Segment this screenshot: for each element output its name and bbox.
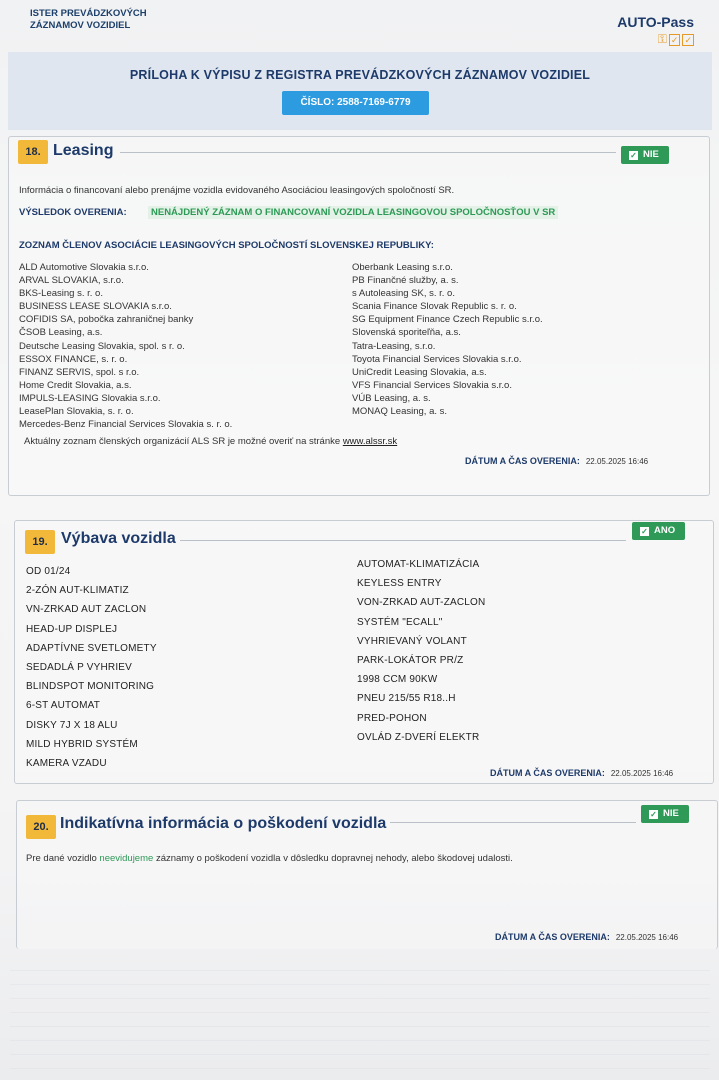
damage-text-highlight: neevidujeme (99, 853, 154, 864)
member-item: UniCredit Leasing Slovakia, a.s. (352, 366, 487, 378)
member-item: Tatra-Leasing, s.r.o. (352, 340, 436, 352)
brand-name: AUTO-Pass (617, 14, 694, 30)
result-value: NENÁJDENÝ ZÁZNAM O FINANCOVANÍ VOZIDLA LEASINGOVOU SPOLOČNOSŤOU V SR (148, 206, 558, 219)
equipment-item: DISKY 7J X 18 ALU (26, 719, 118, 731)
date-value: 22.05.2025 16:46 (615, 933, 679, 942)
check-icon: ✓ (641, 527, 648, 536)
member-item: ARVAL SLOVAKIA, s.r.o. (19, 275, 124, 287)
status-badge (621, 146, 669, 164)
equipment-list-right (357, 555, 485, 747)
equipment-item: MILD HYBRID SYSTÉM (26, 738, 138, 750)
equipment-item: PRED-POHON (357, 712, 427, 724)
status-badge (641, 805, 689, 823)
section-divider (390, 822, 636, 823)
badge-label: NIE (643, 149, 659, 160)
members-note (24, 436, 397, 447)
member-item: VÚB Leasing, a. s. (352, 392, 431, 404)
equipment-item: HEAD-UP DISPLEJ (26, 623, 118, 635)
report-banner (8, 52, 712, 130)
section-title: Výbava vozidla (61, 530, 176, 547)
equipment-list-left (26, 562, 157, 773)
status-badge (632, 522, 685, 540)
equipment-item: PARK-LOKÁTOR PR/Z (357, 654, 464, 666)
banner-title: PRÍLOHA K VÝPISU Z REGISTRA PREVÁDZKOVÝCH ZÁZNAMOV VOZIDIEL (129, 68, 591, 82)
checkbox-icon: ✓ (670, 35, 679, 45)
equipment-item: ADAPTÍVNE SVETLOMETY (26, 642, 157, 654)
date-label: DÁTUM A ČAS OVERENIA: (465, 456, 580, 466)
badge-label: ANO (654, 525, 676, 536)
brand-icons (617, 32, 694, 47)
equipment-item: AUTOMAT-KLIMATIZÁCIA (357, 559, 480, 570)
damage-text-before: Pre dané vozidlo (26, 853, 97, 864)
equipment-item: 2-ZÓN AUT-KLIMATIZ (26, 585, 129, 597)
members-list-left (19, 261, 232, 431)
equipment-item: VN-ZRKAD AUT ZACLON (26, 604, 147, 616)
key-icon: ⚿ (657, 32, 667, 46)
member-item: Toyota Financial Services Slovakia s.r.o. (352, 353, 522, 365)
member-item: Slovenská sporiteľňa, a.s. (352, 327, 461, 339)
member-item: COFIDIS SA, pobočka zahraničnej banky (19, 314, 194, 326)
member-item: Oberbank Leasing s.r.o. (352, 262, 453, 273)
equipment-item: BLINDSPOT MONITORING (26, 681, 155, 693)
section-title: Indikatívna informácia o poškodení vozidla (60, 815, 387, 832)
check-icon: ✓ (630, 151, 637, 160)
member-item: PB Finančné služby, a. s. (352, 275, 459, 287)
member-item: Mercedes-Benz Financial Services Slovakia s. r. o. (19, 419, 233, 431)
alssr-link[interactable]: www.alssr.sk (342, 436, 398, 447)
equipment-item: OVLÁD Z-DVERÍ ELEKTR (357, 731, 480, 743)
date-value: 22.05.2025 16:46 (610, 769, 674, 778)
equipment-item: SYSTÉM "ECALL" (357, 616, 443, 628)
section-number: 20. (26, 815, 56, 839)
member-item: ESSOX FINANCE, s. r. o. (19, 353, 128, 365)
member-item: LeasePlan Slovakia, s. r. o. (19, 406, 134, 418)
equipment-item: PNEU 215/55 R18..H (357, 693, 456, 705)
member-item: Home Credit Slovakia, a.s. (19, 379, 132, 391)
member-item: s Autoleasing SK, s. r. o. (352, 288, 455, 300)
section-number: 18. (18, 140, 48, 164)
section-number: 19. (25, 530, 55, 554)
check-icon: ✓ (650, 810, 657, 819)
verification-date (495, 932, 678, 942)
date-label: DÁTUM A ČAS OVERENIA: (495, 932, 610, 942)
member-item: Scania Finance Slovak Republic s. r. o. (352, 301, 517, 313)
members-heading: ZOZNAM ČLENOV ASOCIÁCIE LEASINGOVÝCH SPOLOČNOSTÍ SLOVENSKEJ REPUBLIKY: (19, 240, 434, 251)
equipment-item: KAMERA VZADU (26, 757, 107, 769)
document-check-icon: ✓ (684, 35, 692, 45)
member-item: SG Equipment Finance Czech Republic s.r.o. (352, 314, 543, 326)
member-item: IMPULS-LEASING Slovakia s.r.o. (19, 392, 161, 404)
section-divider (180, 540, 626, 541)
member-item: MONAQ Leasing, a. s. (352, 406, 448, 418)
verification-date (465, 456, 648, 466)
equipment-item: OD 01/24 (26, 566, 71, 577)
members-list-right (352, 261, 543, 418)
member-item: VFS Financial Services Slovakia s.r.o. (352, 379, 512, 391)
equipment-item: KEYLESS ENTRY (357, 578, 442, 590)
damage-text-after: záznamy o poškodení vozidla v dôsledku dopravnej nehody, alebo škodovej udalosti. (155, 853, 513, 864)
registry-line-1: ISTER PREVÁDZKOVÝCH (30, 8, 147, 19)
registry-header (30, 8, 147, 32)
equipment-item: 6-ST AUTOMAT (26, 700, 101, 712)
brand-logo (617, 14, 694, 47)
faded-next-page (10, 970, 710, 1080)
leasing-info: Informácia o financovaní alebo prenájme vozidla evidovaného Asociáciou leasingových spoločností SR. (19, 185, 455, 196)
equipment-item: 1998 CCM 90KW (357, 674, 438, 686)
member-item: BKS-Leasing s. r. o. (19, 288, 103, 300)
verification-date (490, 768, 673, 778)
date-label: DÁTUM A ČAS OVERENIA: (490, 768, 605, 778)
equipment-item: VON-ZRKAD AUT-ZACLON (357, 597, 486, 609)
registry-line-2: ZÁZNAMOV VOZIDIEL (30, 20, 131, 31)
note-text: Aktuálny zoznam členských organizácií ALS SR je možné overiť na stránke (24, 436, 341, 447)
date-value: 22.05.2025 16:46 (585, 457, 649, 466)
report-number-badge: ČÍSLO: 2588-7169-6779 (282, 91, 429, 115)
result-label: VÝSLEDOK OVERENIA: (19, 207, 127, 218)
badge-label: NIE (663, 808, 679, 819)
member-item: ČSOB Leasing, a.s. (19, 327, 103, 339)
member-item: Deutsche Leasing Slovakia, spol. s r. o. (19, 340, 185, 352)
member-item: BUSINESS LEASE SLOVAKIA s.r.o. (19, 301, 172, 313)
member-item: FINANZ SERVIS, spol. s r.o. (19, 366, 140, 378)
member-item: ALD Automotive Slovakia s.r.o. (19, 262, 149, 273)
equipment-item: VYHRIEVANÝ VOLANT (357, 635, 467, 647)
equipment-item: SEDADLÁ P VYHRIEV (26, 661, 133, 673)
section-title: Leasing (53, 142, 114, 159)
section-divider (120, 152, 616, 153)
damage-info (26, 853, 513, 864)
